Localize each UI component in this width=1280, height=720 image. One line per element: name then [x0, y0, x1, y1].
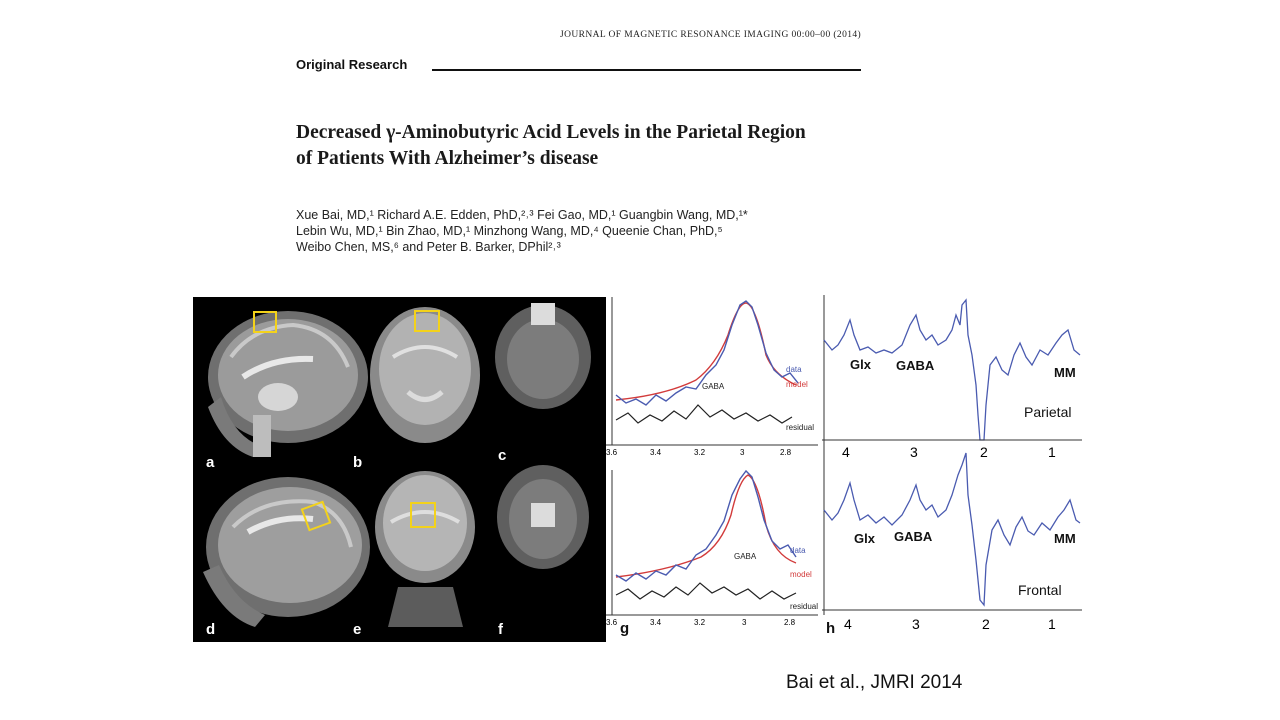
citation: Bai et al., JMRI 2014	[786, 672, 963, 693]
label-mm-top: MM	[1054, 365, 1076, 380]
tick-spec-bottom-4: 4	[844, 616, 852, 632]
author-line-2: Lebin Wu, MD,¹ Bin Zhao, MD,¹ Minzhong Wang, MD,⁴ Queenie Chan, PhD,⁵	[296, 224, 723, 238]
tick-spec-bottom-1: 1	[1048, 616, 1056, 632]
gaba-fit-plots	[606, 295, 824, 640]
segmentation-image-f	[497, 465, 589, 569]
gaba-fit-bottom	[606, 470, 818, 637]
legend-model-top: model	[786, 380, 808, 389]
label-gaba-bottom: GABA	[894, 529, 933, 544]
region-parietal: Parietal	[1024, 404, 1072, 420]
legend-data-top: data	[786, 365, 802, 374]
mri-image-panel	[193, 297, 606, 642]
legend-data-bottom: data	[790, 546, 806, 555]
paper-title: Decreased γ-Aminobutyric Acid Levels in the Parietal Region of Patients With Alzheimer’s disease	[296, 122, 806, 169]
tick-bottom-34: 3.4	[650, 618, 662, 627]
coronal-image-b	[370, 307, 480, 443]
tick-top-3: 3	[740, 448, 745, 457]
label-glx-top: Glx	[850, 357, 871, 372]
gaba-label-bottom: GABA	[734, 552, 757, 561]
gaba-fit-top	[606, 297, 818, 457]
spectrum-frontal	[822, 453, 1082, 637]
tick-spec-top-1: 1	[1048, 444, 1056, 460]
label-gaba-top: GABA	[896, 358, 935, 373]
section-label: Original Research	[296, 57, 408, 72]
section-rule	[432, 69, 861, 71]
panel-label-h: h	[826, 620, 836, 637]
panel-label-d: d	[206, 621, 216, 638]
residual-label-top: residual	[786, 423, 815, 432]
author-list	[296, 207, 876, 255]
tick-spec-top-4: 4	[842, 444, 850, 460]
tick-bottom-3: 3	[742, 618, 747, 627]
gaba-label-top: GABA	[702, 382, 725, 391]
residual-label-bottom: residual	[790, 602, 819, 611]
panel-label-c: c	[498, 447, 507, 464]
journal-header: JOURNAL OF MAGNETIC RESONANCE IMAGING 00:00–00 (2014)	[560, 30, 862, 40]
tick-spec-bottom-3: 3	[912, 616, 920, 632]
mrs-spectra	[822, 295, 1082, 640]
panel-label-b: b	[353, 454, 363, 471]
author-line-3: Weibo Chen, MS,⁶ and Peter B. Barker, DPhil²˒³	[296, 240, 561, 254]
tick-spec-top-3: 3	[910, 444, 918, 460]
legend-model-bottom: model	[790, 570, 812, 579]
tick-bottom-36: 3.6	[606, 618, 618, 627]
label-glx-bottom: Glx	[854, 531, 875, 546]
region-frontal: Frontal	[1018, 582, 1062, 598]
tick-top-28: 2.8	[780, 448, 792, 457]
panel-label-f: f	[498, 621, 503, 638]
tick-spec-top-2: 2	[980, 444, 988, 460]
tick-top-34: 3.4	[650, 448, 662, 457]
tick-bottom-28: 2.8	[784, 618, 796, 627]
spectrum-parietal	[822, 300, 1082, 460]
tick-top-32: 3.2	[694, 448, 706, 457]
tick-top-36: 3.6	[606, 448, 618, 457]
label-mm-bottom: MM	[1054, 531, 1076, 546]
panel-label-a: a	[206, 454, 215, 471]
panel-label-g: g	[620, 620, 630, 637]
author-line-1: Xue Bai, MD,¹ Richard A.E. Edden, PhD,²˒³ Fei Gao, MD,¹ Guangbin Wang, MD,¹*	[296, 208, 748, 222]
tick-bottom-32: 3.2	[694, 618, 706, 627]
panel-label-e: e	[353, 621, 362, 638]
tick-spec-bottom-2: 2	[982, 616, 990, 632]
